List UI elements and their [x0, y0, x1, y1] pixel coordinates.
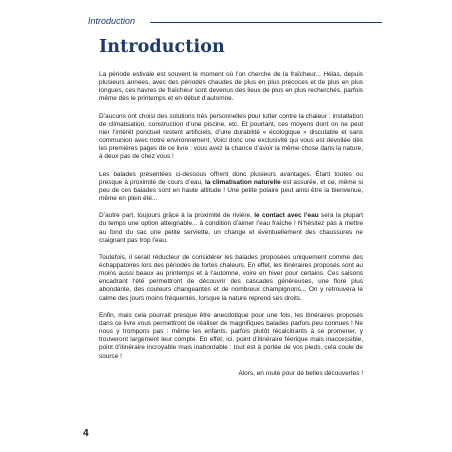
text-run: est assurée, et ce, même si peu de ces balades sont en haute altitude ! Une petite polaire peut ainsi être la bienvenue, même en plein été... — [99, 178, 363, 203]
body-text — [99, 71, 363, 387]
text-run: sera la plupart du temps une option atteignable... à condition d’aimer l’eau fraîche ! N’hésitez pas à mettre au fond du sac une petite serviette, un change et éventuellement des chaussures ne craignant pas trop l’eau. — [99, 212, 363, 244]
paragraph — [99, 171, 363, 204]
page-title: Introduction — [99, 37, 225, 57]
paragraph — [99, 312, 363, 361]
closing-line: Alors, en route pour de belles découvertes ! — [238, 369, 363, 377]
text-run: D’autre part, toujours grâce à la proximité de rivière, — [99, 212, 255, 220]
text-run: Les balades présentées ci-dessous offrent donc plusieurs avantages. Étant toutes ou presque à proximité de cours d’eau, — [99, 170, 363, 186]
bold-text: la climatisation naturelle — [204, 178, 281, 186]
paragraph — [99, 254, 363, 303]
paragraph — [99, 212, 363, 245]
text-run: La période estivale est souvent le moment où l’on cherche de la fraîcheur... Hélas, depuis plusieurs années, avec des périodes chaudes de plus en plus précoces et de plus en plus longues, ces havres de fraîcheur sont devenus des lieux de plus en plus recherchés, parfois même dès le printemps et en début d’automne. — [99, 71, 363, 103]
running-header: Introduction — [88, 16, 136, 26]
paragraph — [99, 71, 363, 104]
header-rule — [150, 22, 382, 23]
text-run: Enfin, mais cela pourrait presque être anecdotique pour une fois, les itinéraires proposés dans ce livre vous permettront de réaliser de magnifiques balades parfois peu connues ! Ne nous y trompons pas : même les enfants, parfois plutôt récalcitrants à se promener, y trouveront largement leur compte. En effet, ici, point d’itinéraire féerique mais inaccessible, point d’itinéraire incroyable mais inabordable : tout est à portée de vos pieds, cela coule de source ! — [99, 311, 363, 360]
bold-text: le contact avec l’eau — [254, 212, 319, 220]
page-number: 4 — [83, 428, 89, 439]
paragraph — [99, 113, 363, 162]
text-run: D’aucuns ont choisi des solutions très personnelles pour lutter contre la chaleur : installation de climatisation, construction d’une piscine, etc. Et pourtant, ces moyens dont on ne peut nier l’intérêt ponctuel restent artificiels, d’une durabilité « écologique » discutable et sans communion avec notre environnement. Voici donc une exclusivité qui vous est dévoilée dès les premières pages de ce livre : vous avez la chance d’avoir la même chose dans la nature, à deux pas de chez vous ! — [99, 112, 363, 161]
text-run: Toutefois, il serait réducteur de considérer les balades proposées uniquement comme des échappatoires lors des périodes de fortes chaleurs. En effet, les itinéraires proposés sont au moins aussi beaux au printemps et à l’automne, voire en hiver pour certains. Ces saisons encadrant l’été permettront de découvrir des cascades généreuses, une flore plus abondante, des couleurs changeantes et de nombreux champignons... On y retrouvera le calme des jours moins fréquentés, lorsque la nature reprend ses droits. — [99, 253, 363, 302]
